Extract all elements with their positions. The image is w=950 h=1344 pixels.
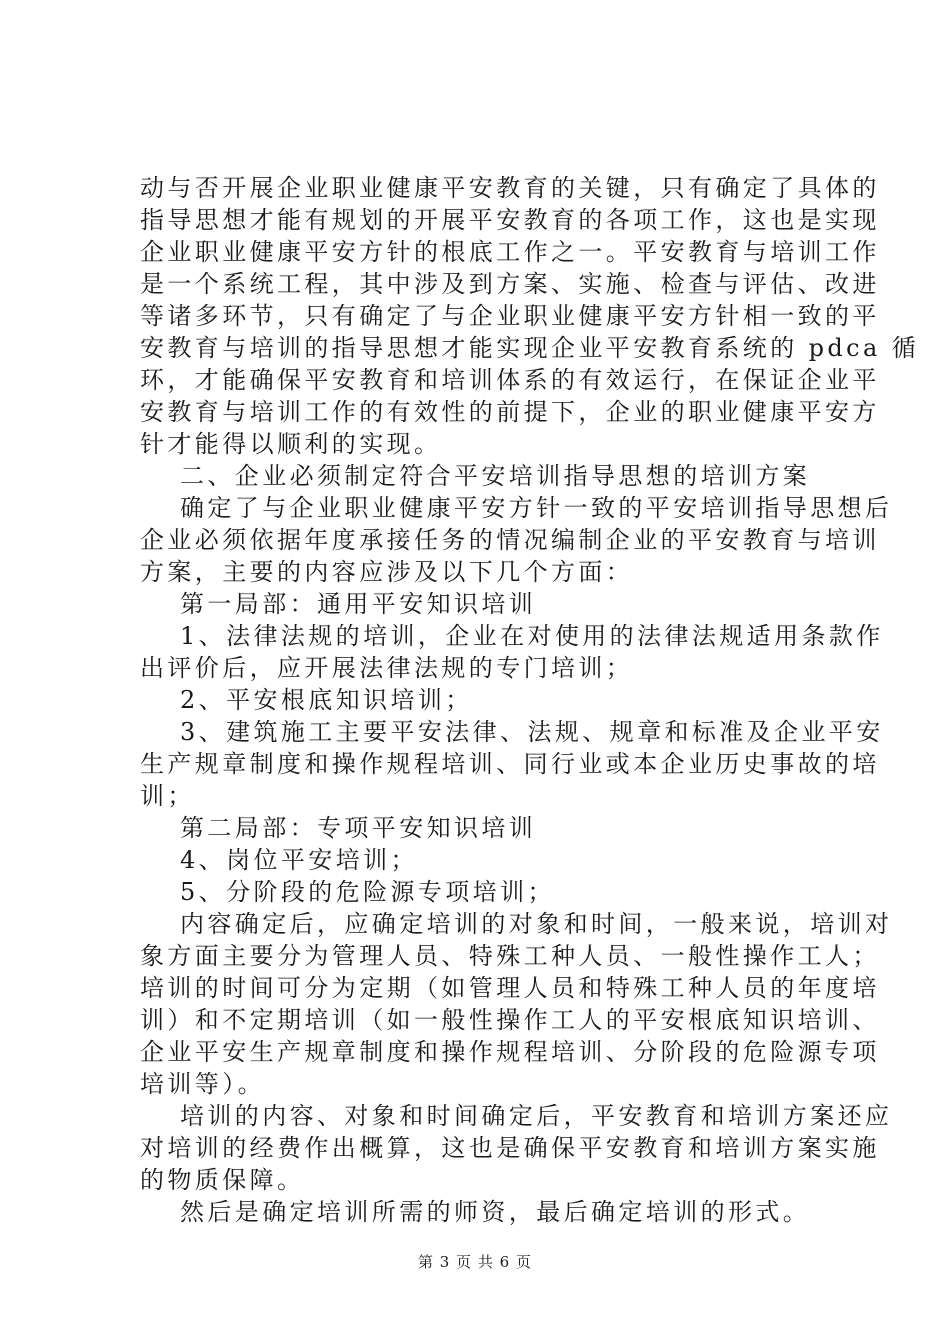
paragraph-line-indented: 培训的内容、对象和时间确定后，平安教育和培训方案还应	[180, 1102, 893, 1130]
paragraph-line: 的物质保障。	[140, 1166, 305, 1194]
paragraph-line: 安教育与培训工作的有效性的前提下，企业的职业健康平安方	[140, 398, 880, 426]
paragraph-line-indented: 1、法律法规的培训，企业在对使用的法律法规适用条款作	[180, 622, 884, 650]
paragraph-line-indented: 第一局部：通用平安知识培训	[180, 590, 537, 618]
paragraph-line: 企业必须依据年度承接任务的情况编制企业的平安教育与培训	[140, 526, 880, 554]
paragraph-line: 安教育与培训的指导思想才能实现企业平安教育系统的 pdca 循	[140, 334, 920, 362]
paragraph-line-indented: 4、岗位平安培训；	[180, 846, 418, 874]
body-text	[140, 172, 920, 1228]
paragraph-line: 企业职业健康平安方针的根底工作之一。平安教育与培训工作	[140, 238, 880, 266]
paragraph-line-indented: 第二局部：专项平安知识培训	[180, 814, 537, 842]
paragraph-line: 培训等）。	[140, 1070, 265, 1098]
paragraph-line: 出评价后，应开展法律法规的专门培训；	[140, 654, 634, 682]
paragraph-line: 培训的时间可分为定期（如管理人员和特殊工种人员的年度培	[140, 974, 880, 1002]
paragraph-line-indented: 内容确定后，应确定培训的对象和时间，一般来说，培训对	[180, 910, 893, 938]
paragraph-line: 环，才能确保平安教育和培训体系的有效运行，在保证企业平	[140, 366, 880, 394]
paragraph-line: 象方面主要分为管理人员、特殊工种人员、一般性操作工人；	[140, 942, 880, 970]
paragraph-line: 训）和不定期培训（如一般性操作工人的平安根底知识培训、	[140, 1006, 880, 1034]
paragraph-line-indented: 5、分阶段的危险源专项培训；	[180, 878, 555, 906]
paragraph-line-indented: 二、企业必须制定符合平安培训指导思想的培训方案	[180, 462, 811, 490]
page-number-footer: 第 3 页 共 6 页	[418, 1253, 532, 1271]
paragraph-line: 指导思想才能有规划的开展平安教育的各项工作，这也是实现	[140, 206, 880, 234]
paragraph-line: 针才能得以顺利的实现。	[140, 430, 442, 458]
paragraph-line: 生产规章制度和操作规程培训、同行业或本企业历史事故的培	[140, 750, 880, 778]
paragraph-line: 动与否开展企业职业健康平安教育的关键，只有确定了具体的	[140, 174, 880, 202]
paragraph-line: 企业平安生产规章制度和操作规程培训、分阶段的危险源专项	[140, 1038, 880, 1066]
paragraph-line-indented: 2、平安根底知识培训；	[180, 686, 473, 714]
paragraph-line: 训；	[140, 782, 195, 810]
paragraph-line: 等诸多环节，只有确定了与企业职业健康平安方针相一致的平	[140, 302, 880, 330]
paragraph-line-indented: 确定了与企业职业健康平安方针一致的平安培训指导思想后	[180, 494, 893, 522]
paragraph-line: 是一个系统工程，其中涉及到方案、实施、检查与评估、改进	[140, 270, 880, 298]
paragraph-line: 方案，主要的内容应涉及以下几个方面：	[140, 558, 634, 586]
paragraph-line: 对培训的经费作出概算，这也是确保平安教育和培训方案实施	[140, 1134, 880, 1162]
paragraph-line-indented: 然后是确定培训所需的师资，最后确定培训的形式。	[180, 1198, 811, 1226]
paragraph-line-indented: 3、建筑施工主要平安法律、法规、规章和标准及企业平安	[180, 718, 884, 746]
